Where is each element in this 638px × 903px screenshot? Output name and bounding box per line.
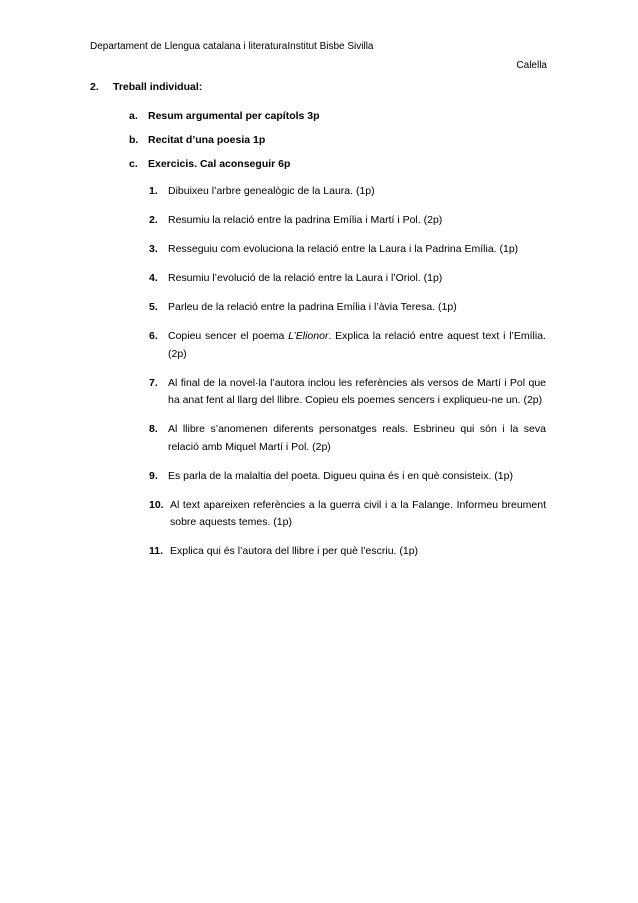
subsection-text: Recitat d’una poesia 1p [148, 134, 266, 146]
subsection-letter: b. [129, 134, 139, 146]
exercise-text: Resseguiu com evoluciona la relació entre la Laura i la Padrina Emília. (1p) [168, 243, 519, 255]
exercise-number: 11. [149, 545, 164, 557]
exercise-number: 10. [149, 498, 164, 511]
poem-title: L’Elionor [288, 330, 329, 342]
exercise-text: Explica qui és l’autora del llibre i per què l’escriu. (1p) [170, 545, 419, 557]
exercise-item [149, 270, 546, 288]
exercise-number: 5. [149, 301, 158, 313]
exercise-text: Resumiu l’evolució de la relació entre la Laura i l’Oriol. (1p) [168, 272, 443, 284]
exercise-item [149, 497, 546, 532]
exercise-number: 2. [149, 214, 158, 226]
exercise-item [149, 241, 546, 259]
exercise-number: 3. [149, 243, 158, 255]
exercise-item [149, 468, 546, 486]
subsection-b [129, 134, 265, 146]
exercise-number: 8. [149, 423, 158, 435]
subsection-letter: a. [129, 110, 138, 122]
exercise-item [149, 543, 546, 561]
exercise-text-pre: Copieu sencer el poema [168, 330, 289, 342]
exercise-number: 6. [149, 330, 158, 342]
subsection-letter: c. [129, 158, 138, 170]
exercise-number: 9. [149, 469, 158, 482]
exercise-item [149, 421, 546, 456]
exercise-item [149, 328, 546, 363]
subsection-c [129, 158, 290, 170]
exercise-item [149, 299, 546, 317]
exercise-text: Resumiu la relació entre la padrina Emília i Martí i Pol. (2p) [168, 214, 443, 226]
exercise-text: Al final de la novel·la l’autora inclou les referències als versos de Martí i Pol que ha anat fent al llarg del llibre. Copieu els poemes sencers i expliqueu-ne un. (2p) [168, 376, 546, 406]
exercise-text: Al llibre s’anomenen diferents personatges reals. Esbrineu qui són i la seva relació amb Miquel Martí i Pol. (2p) [168, 423, 546, 453]
exercise-text-post: . Explica la relació entre aquest text i l’Emília. (2p) [168, 330, 546, 360]
exercise-item [149, 375, 546, 410]
exercise-item [149, 212, 546, 230]
exercise-text: Dibuixeu l’arbre genealògic de la Laura. (1p) [168, 185, 375, 197]
exercise-text: Al text apareixen referències a la guerra civil i a la Falange. Informeu breument sobre aquests temes. (1p) [170, 498, 546, 528]
exercise-text: Parleu de la relació entre la padrina Emília i l’àvia Teresa. (1p) [168, 301, 457, 313]
header-location: Calella [516, 60, 547, 71]
subsection-text: Resum argumental per capítols 3p [148, 110, 320, 122]
header-department: Departament de Llengua catalana i literaturaInstitut Bisbe Sivilla [90, 41, 374, 52]
section-title-text: Treball individual: [113, 81, 203, 93]
exercise-text: Es parla de la malaltia del poeta. Digueu quina és i en què consisteix. (1p) [168, 469, 513, 482]
exercise-number: 4. [149, 272, 158, 284]
subsection-a [129, 110, 320, 122]
section-title [90, 81, 202, 93]
exercise-number: 1. [149, 185, 158, 197]
section-number: 2. [90, 81, 99, 93]
exercise-list [149, 183, 546, 572]
subsection-text: Exercicis. Cal aconseguir 6p [148, 158, 291, 170]
exercise-number: 7. [149, 376, 158, 389]
exercise-item [149, 183, 546, 201]
